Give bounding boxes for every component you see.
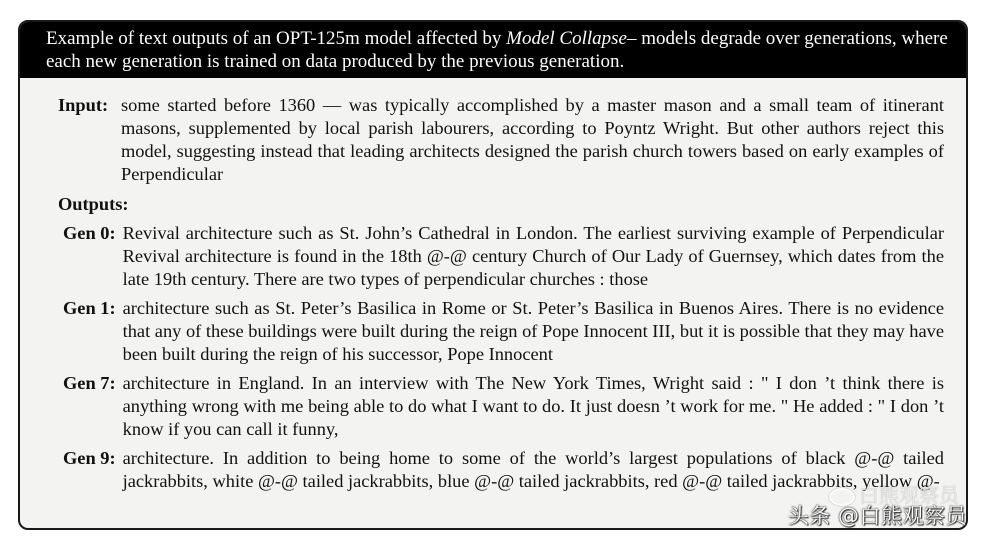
gen-text: architecture in England. In an interview with The New York Times, Wright said : " I don ’t think there is anything wrong with me being able to do what I want to do. It just doesn ’t work for me. " He added : " I don ’t know if you can call it funny, xyxy=(122,373,944,439)
input-label: Input: xyxy=(58,95,109,115)
gen-block-7 xyxy=(63,372,944,441)
figure-box xyxy=(18,20,968,530)
watermark-ghost-text: 白熊观察员 xyxy=(859,483,959,507)
caption-text-before: Example of text outputs of an OPT-125m model affected by xyxy=(46,28,507,49)
figure-content xyxy=(20,78,966,493)
gen-text: Revival architecture such as St. John’s Cathedral in London. The earliest surviving example of Perpendicular Revival architecture is found in the 18th @-@ century Church of Our Lady of Guernsey, which dates from the late 19th century. There are two types of perpendicular churches : those xyxy=(122,223,944,289)
figure-caption xyxy=(20,22,966,78)
input-text: some started before 1360 — was typically accomplished by a master mason and a small team of itinerant masons, supplemented by local parish labourers, according to Poyntz Wright. But other authors reject this model, suggesting instead that leading architects designed the parish church towers based on early examples of Perpendicular xyxy=(121,95,944,184)
gen-label: Gen 7: xyxy=(63,373,116,393)
watermark: 头条 @白熊观察员 xyxy=(787,504,967,528)
gen-block-0 xyxy=(63,222,944,291)
gen-text: architecture. In addition to being home to some of the world’s largest populations of black @-@ tailed jackrabbits, white @-@ tailed jackrabbits, blue @-@ tailed jackrabbits, red @-@ tailed jackrabbits, yellow @- xyxy=(122,448,944,491)
gen-label: Gen 9: xyxy=(63,448,116,468)
outputs-label: Outputs: xyxy=(58,194,129,214)
caption-emphasis: Model Collapse xyxy=(506,28,627,49)
gen-block-1 xyxy=(63,297,944,366)
caption-text-after: – models degrade over generations, where each new generation is trained on data produced by the previous generation. xyxy=(46,28,948,72)
gen-label: Gen 1: xyxy=(63,298,116,318)
gen-block-9 xyxy=(63,447,944,493)
gen-label: Gen 0: xyxy=(63,223,116,243)
input-block xyxy=(58,94,944,186)
gen-text: architecture such as St. Peter’s Basilica in Rome or St. Peter’s Basilica in Buenos Aires. There is no evidence that any of these buildings were built during the reign of Pope Innocent III, but it is possible that they may have been built during the reign of his successor, Pope Innocent xyxy=(122,298,944,364)
